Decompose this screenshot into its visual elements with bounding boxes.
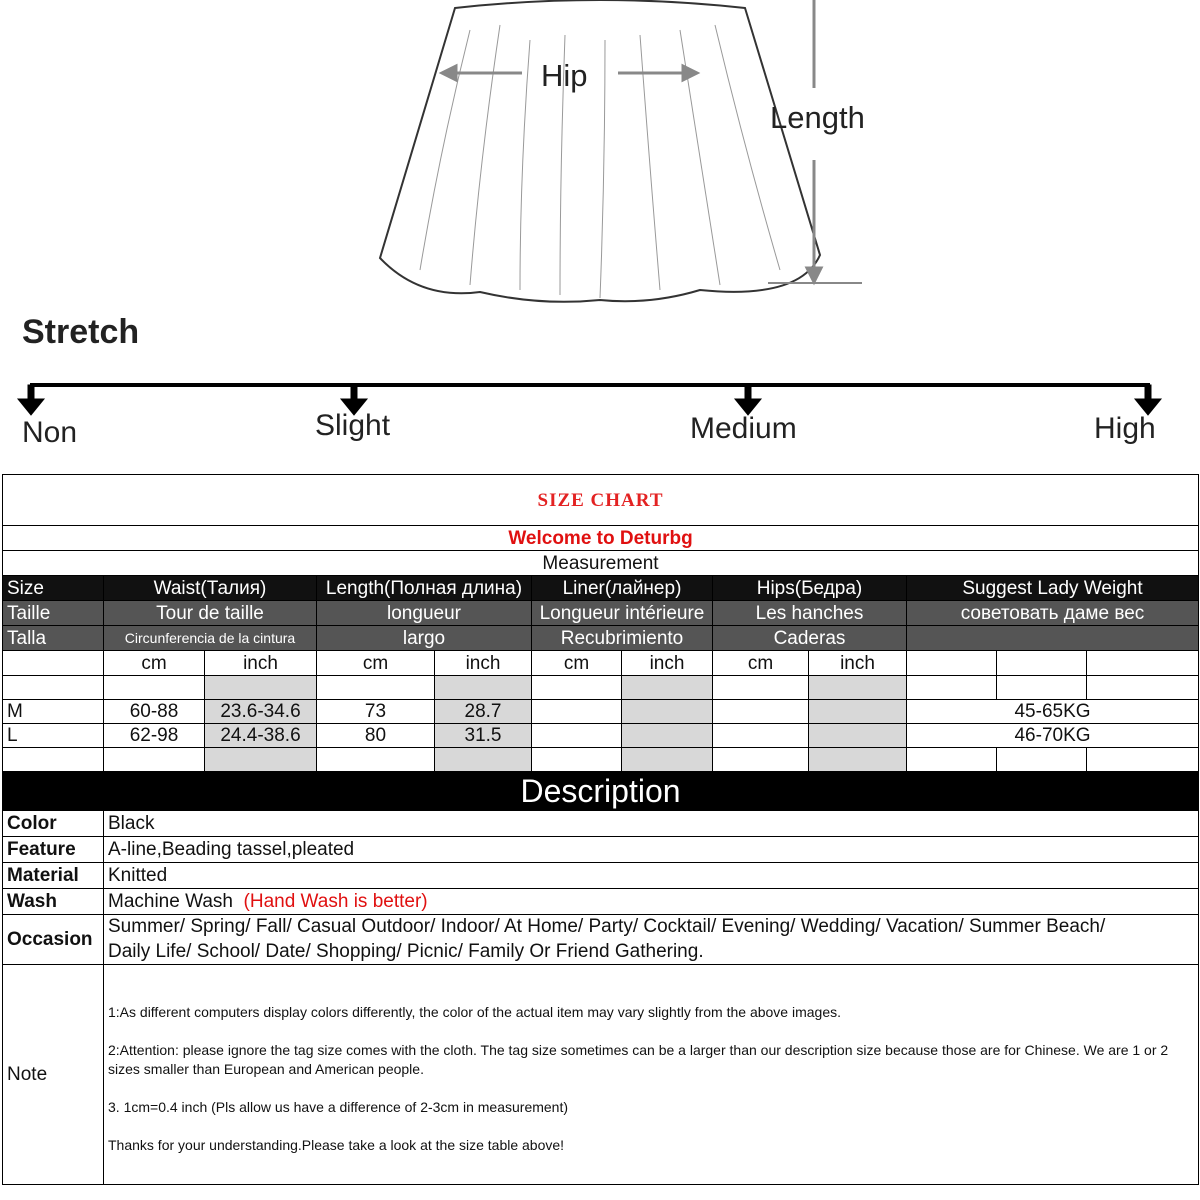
unit-cm: cm xyxy=(713,651,809,676)
measurement-heading: Measurement xyxy=(3,551,1199,576)
unit-inch: inch xyxy=(809,651,907,676)
cell xyxy=(809,700,907,724)
header-circunferencia: Circunferencia de la cintura xyxy=(104,626,317,651)
stretch-level-non: Non xyxy=(22,416,78,449)
header-length: Length(Полная длина) xyxy=(317,576,532,601)
cell xyxy=(532,724,622,748)
cell xyxy=(104,676,205,700)
stretch-level-slight: Slight xyxy=(315,409,391,442)
units-row xyxy=(3,651,1199,676)
size-cell: L xyxy=(3,724,104,748)
table-row xyxy=(3,676,1199,700)
header-recubrimiento: Recubrimiento xyxy=(532,626,713,651)
desc-row-note xyxy=(3,965,1199,1185)
welcome-text: Welcome to Deturbg xyxy=(3,526,1199,551)
cell xyxy=(907,676,997,700)
header-les-hanches: Les hanches xyxy=(713,601,907,626)
cell xyxy=(104,748,205,772)
length-inch-cell: 31.5 xyxy=(435,724,532,748)
size-chart-table xyxy=(2,474,1199,1185)
table-row xyxy=(3,700,1199,724)
unit-inch: inch xyxy=(205,651,317,676)
note-3: 3. 1cm=0.4 inch (Pls allow us have a difference of 2-3cm in measurement) xyxy=(108,1099,569,1116)
cell xyxy=(622,700,713,724)
feature-value: A-line,Beading tassel,pleated xyxy=(104,837,1199,863)
cell xyxy=(809,676,907,700)
skirt-illustration xyxy=(0,0,1200,470)
header-row-english xyxy=(3,576,1199,601)
skirt-diagram xyxy=(0,0,1200,470)
cell xyxy=(3,676,104,700)
cell xyxy=(622,748,713,772)
cell xyxy=(809,724,907,748)
unit-blank xyxy=(907,651,997,676)
note-1: 1:As different computers display colors differently, the color of the actual item may vary slightly from the above images. xyxy=(108,1004,842,1021)
cell xyxy=(713,676,809,700)
table-row xyxy=(3,748,1199,772)
cell xyxy=(317,748,435,772)
header-row-french xyxy=(3,601,1199,626)
note-4: Thanks for your understanding.Please take a look at the size table above! xyxy=(108,1136,565,1153)
cell xyxy=(713,700,809,724)
header-longueur-interieure: Longueur intérieure xyxy=(532,601,713,626)
cell xyxy=(622,676,713,700)
size-chart xyxy=(2,474,1198,1200)
stretch-scale xyxy=(18,385,1161,415)
header-taille: Taille xyxy=(3,601,104,626)
cell xyxy=(435,748,532,772)
wash-label: Wash xyxy=(3,889,104,915)
header-longueur: longueur xyxy=(317,601,532,626)
header-size: Size xyxy=(3,576,104,601)
header-largo: largo xyxy=(317,626,532,651)
header-blank xyxy=(907,626,1199,651)
cell xyxy=(713,748,809,772)
color-label: Color xyxy=(3,811,104,837)
cell xyxy=(532,676,622,700)
unit-cm: cm xyxy=(104,651,205,676)
length-cm-cell: 73 xyxy=(317,700,435,724)
cell xyxy=(907,748,997,772)
header-weight-ru: советовать даме вес xyxy=(907,601,1199,626)
occasion-line-1: Summer/ Spring/ Fall/ Casual Outdoor/ Indoor/ At Home/ Party/ Cocktail/ Evening/ Wedding/ Vacation/ Summer Beach/ xyxy=(108,916,1106,937)
unit-cm: cm xyxy=(317,651,435,676)
cell xyxy=(622,724,713,748)
desc-row-material xyxy=(3,863,1199,889)
unit-blank xyxy=(997,651,1087,676)
hip-label: Hip xyxy=(541,58,588,93)
cell xyxy=(1087,748,1199,772)
unit-cm: cm xyxy=(532,651,622,676)
wash-value: Machine Wash xyxy=(108,891,233,912)
desc-row-occasion xyxy=(3,915,1199,965)
header-row-spanish xyxy=(3,626,1199,651)
length-inch-cell: 28.7 xyxy=(435,700,532,724)
desc-row-feature xyxy=(3,837,1199,863)
unit-blank xyxy=(3,651,104,676)
occasion-value xyxy=(104,915,1199,965)
desc-row-color xyxy=(3,811,1199,837)
desc-row-wash xyxy=(3,889,1199,915)
weight-cell: 46-70KG xyxy=(907,724,1199,748)
size-cell: M xyxy=(3,700,104,724)
length-cm-cell: 80 xyxy=(317,724,435,748)
cell xyxy=(532,700,622,724)
cell xyxy=(205,748,317,772)
table-row xyxy=(3,724,1199,748)
feature-label: Feature xyxy=(3,837,104,863)
occasion-line-2: Daily Life/ School/ Date/ Shopping/ Picnic/ Family Or Friend Gathering. xyxy=(108,940,704,962)
color-value: Black xyxy=(104,811,1199,837)
cell xyxy=(317,676,435,700)
cell xyxy=(713,724,809,748)
length-label: Length xyxy=(770,100,865,135)
chart-title: SIZE CHART xyxy=(3,475,1199,526)
stretch-level-medium: Medium xyxy=(690,412,797,445)
cell xyxy=(532,748,622,772)
note-content xyxy=(104,965,1199,1185)
waist-cm-cell: 60-88 xyxy=(104,700,205,724)
cell xyxy=(1087,676,1199,700)
waist-inch-cell: 23.6-34.6 xyxy=(205,700,317,724)
cell xyxy=(809,748,907,772)
header-waist: Waist(Талия) xyxy=(104,576,317,601)
stretch-title: Stretch xyxy=(22,313,140,351)
cell xyxy=(997,676,1087,700)
note-label: Note xyxy=(3,965,104,1185)
skirt-outline xyxy=(380,0,820,302)
waist-cm-cell: 62-98 xyxy=(104,724,205,748)
cell xyxy=(205,676,317,700)
unit-inch: inch xyxy=(622,651,713,676)
waist-inch-cell: 24.4-38.6 xyxy=(205,724,317,748)
wash-value-cell xyxy=(104,889,1199,915)
material-value: Knitted xyxy=(104,863,1199,889)
cell xyxy=(3,748,104,772)
occasion-label: Occasion xyxy=(3,915,104,965)
header-talla: Talla xyxy=(3,626,104,651)
material-label: Material xyxy=(3,863,104,889)
wash-note: (Hand Wash is better) xyxy=(243,891,428,912)
stretch-level-high: High xyxy=(1094,412,1156,445)
header-liner: Liner(лайнер) xyxy=(532,576,713,601)
header-hips: Hips(Бедра) xyxy=(713,576,907,601)
header-tour-de-taille: Tour de taille xyxy=(104,601,317,626)
cell xyxy=(435,676,532,700)
weight-cell: 45-65KG xyxy=(907,700,1199,724)
unit-inch: inch xyxy=(435,651,532,676)
header-weight: Suggest Lady Weight xyxy=(907,576,1199,601)
header-caderas: Caderas xyxy=(713,626,907,651)
note-2: 2:Attention: please ignore the tag size comes with the cloth. The tag size sometimes can be a larger than our description size because those are for Chinese. We are 1 or 2 sizes smaller than European and American people. xyxy=(108,1042,1169,1078)
cell xyxy=(997,748,1087,772)
unit-blank xyxy=(1087,651,1199,676)
description-heading: Description xyxy=(3,772,1199,811)
